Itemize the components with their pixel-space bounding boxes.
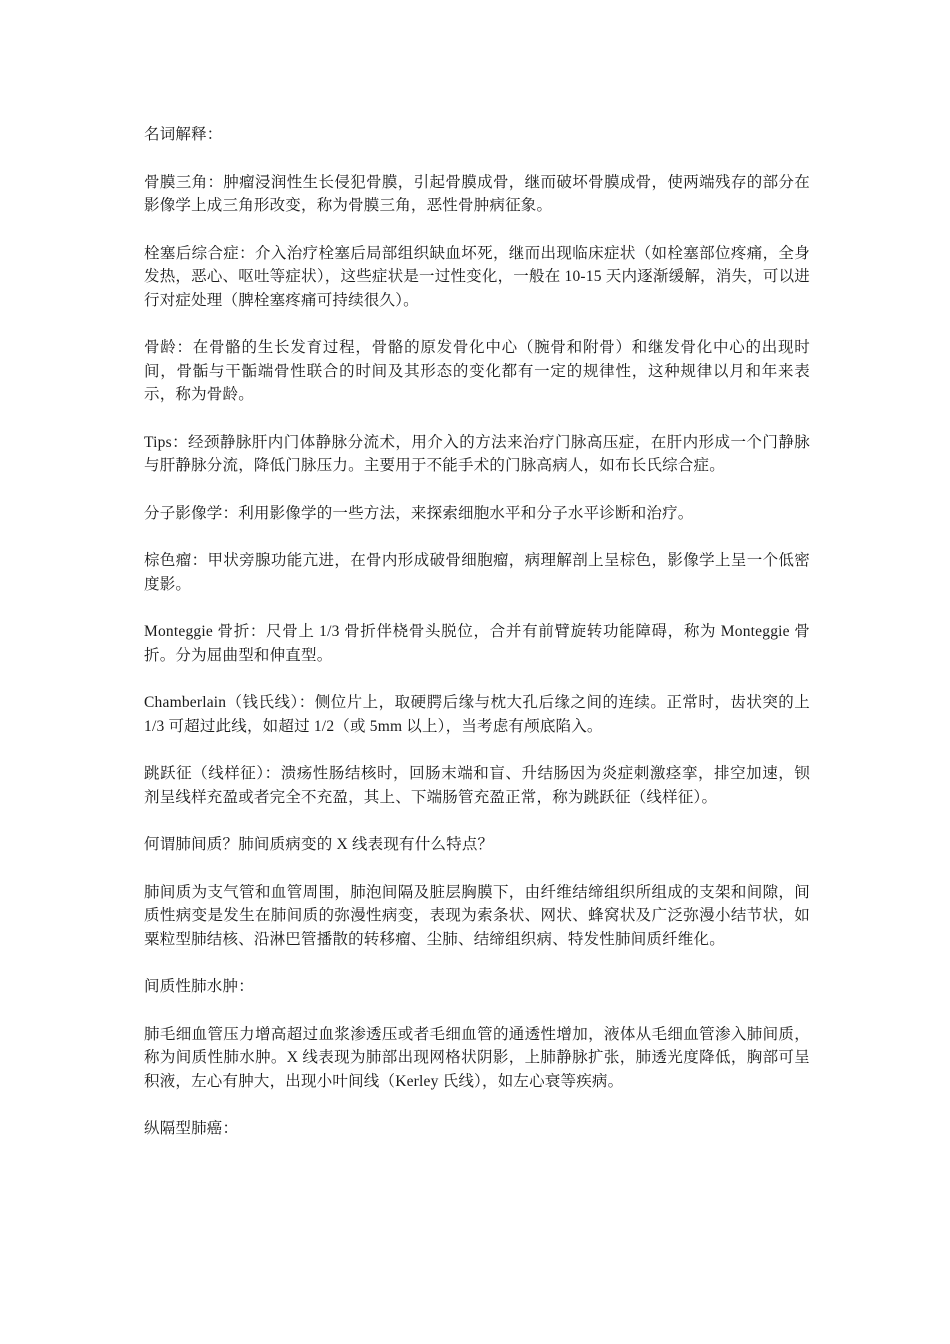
heading-glossary: 名词解释：	[144, 126, 223, 143]
heading-interstitial-edema: 间质性肺水肿：	[144, 978, 254, 995]
term-tips: Tips：经颈静脉肝内门体静脉分流术，用介入的方法来治疗门脉高压症，在肝内形成一个门静脉与肝静脉分流，降低门脉压力。主要用于不能手术的门脉高病人，如布长氏综合症。	[144, 433, 810, 474]
term-molecular-imaging: 分子影像学：利用影像学的一些方法，来探索细胞水平和分子水平诊断和治疗。	[144, 504, 694, 522]
term-monteggia-fracture: Monteggie 骨折：尺骨上 1/3 骨折伴桡骨头脱位，合并有前臂旋转功能障碍，称为 Monteggie 骨折。分为屈曲型和伸直型。	[144, 623, 810, 664]
term-bone-age: 骨龄：在骨骼的生长发育过程，骨骼的原发骨化中心（腕骨和附骨）和继发骨化中心的出现时间，骨骺与干骺端骨性联合的时间及其形态的变化都有一定的规律性，这种规律以月和年来表示，称为骨龄。	[144, 339, 810, 403]
term-skip-sign: 跳跃征（线样征）：溃疡性肠结核时，回肠末端和盲、升结肠因为炎症刺激痉挛，排空加速，钡剂呈线样充盈或者完全不充盈，其上、下端肠管充盈正常，称为跳跃征（线样征）。	[144, 765, 810, 806]
term-chamberlain-line: Chamberlain（钱氏线）：侧位片上，取硬腭后缘与枕大孔后缘之间的连续。正常时，齿状突的上 1/3 可超过此线，如超过 1/2（或 5mm 以上），当考虑有颅底陷入。	[144, 694, 810, 735]
term-periosteal-triangle: 骨膜三角：肿瘤浸润性生长侵犯骨膜，引起骨膜成骨，继而破坏骨膜成骨，使两端残存的部分在影像学上成三角形改变，称为骨膜三角，恶性骨肿病征象。	[144, 173, 810, 214]
answer-interstitial-edema: 肺毛细血管压力增高超过血浆渗透压或者毛细血管的通透性增加，液体从毛细血管渗入肺间质，称为间质性肺水肿。X 线表现为肺部出现网格状阴影，上肺静脉扩张，肺透光度降低，胸部可呈积液，左心有肿大，出现小叶间线（Kerley 氏线），如左心衰等疾病。	[144, 1025, 810, 1090]
answer-pulmonary-interstitium: 肺间质为支气管和血管周围，肺泡间隔及脏层胸膜下，由纤维结缔组织所组成的支架和间隙，间质性病变是发生在肺间质的弥漫性病变，表现为索条状、网状、蜂窝状及广泛弥漫小结节状，如粟粒型肺结核、沿淋巴管播散的转移瘤、尘肺、结缔组织病、特发性肺间质纤维化。	[144, 883, 810, 948]
heading-mediastinal-lung-cancer: 纵隔型肺癌：	[144, 1120, 239, 1137]
term-brown-tumor: 棕色瘤：甲状旁腺功能亢进，在骨内形成破骨细胞瘤，病理解剖上呈棕色，影像学上呈一个低密度影。	[144, 552, 810, 593]
term-post-embolization-syndrome: 栓塞后综合症：介入治疗栓塞后局部组织缺血坏死，继而出现临床症状（如栓塞部位疼痛，全身发热，恶心、呕吐等症状），这些症状是一过性变化，一般在 10-15 天内逐渐缓解，消失，可以进行对症处理（脾栓塞疼痛可持续很久）。	[144, 244, 810, 309]
question-pulmonary-interstitium: 何谓肺间质？肺间质病变的 X 线表现有什么特点？	[144, 836, 494, 853]
